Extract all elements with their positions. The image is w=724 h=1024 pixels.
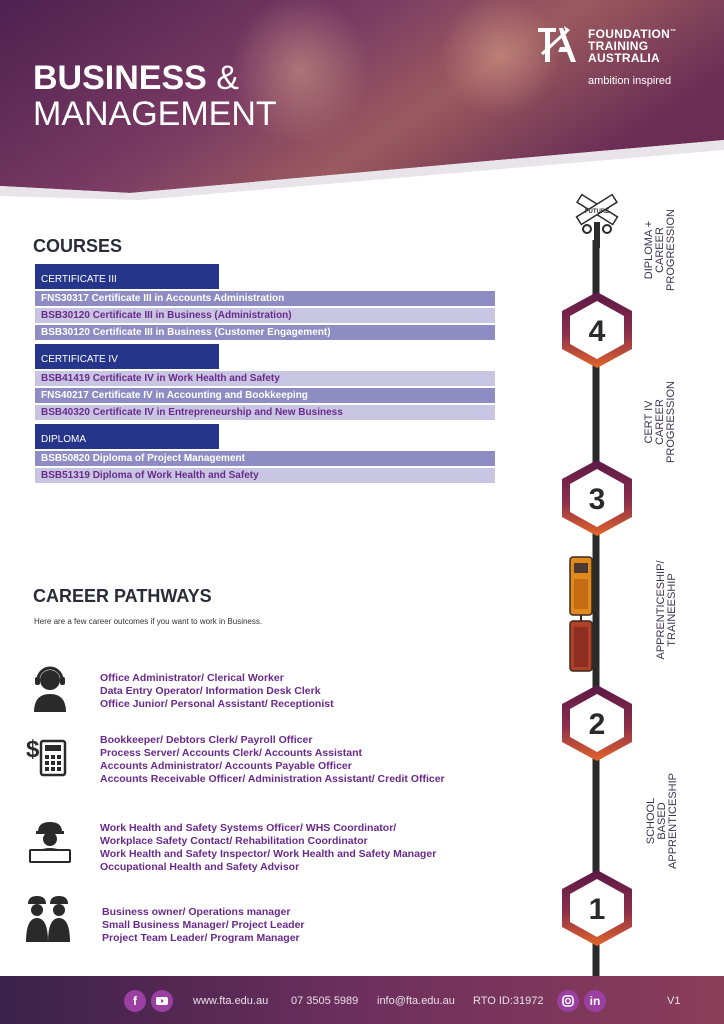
career-group-admin: [100, 672, 334, 711]
stage-4-badge: [558, 290, 636, 370]
fta-logo: [536, 22, 696, 92]
course-item: FNS40217 Certificate IV in Accounting and Bookkeeping: [35, 388, 495, 403]
career-group-management: [102, 906, 305, 945]
stage-2-label: APPRENTICESHIP/ TRAINEESHIP: [655, 560, 678, 660]
courses-heading: COURSES: [33, 236, 123, 256]
stage-3-badge: [558, 458, 636, 538]
career-line: Project Team Leader/ Program Manager: [102, 932, 300, 944]
career-pathways-intro: Here are a few career outcomes if you want to work in Business.: [34, 617, 263, 626]
course-item: BSB30120 Certificate III in Business (Administration): [35, 308, 495, 323]
course-category-diploma: DIPLOMA: [35, 424, 219, 449]
course-item: BSB40320 Certificate IV in Entrepreneurship and New Business: [35, 405, 495, 420]
career-line: Occupational Health and Safety Advisor: [100, 861, 300, 873]
career-group-whs: [100, 822, 436, 874]
receptionist-icon: [30, 666, 70, 714]
crossing-sign-text: FUTURE: [584, 209, 610, 215]
career-line: Process Server/ Accounts Clerk/ Accounts Assistant: [100, 747, 363, 759]
career-line: Office Junior/ Personal Assistant/ Receptionist: [100, 698, 334, 710]
career-pathways-heading: CAREER PATHWAYS: [33, 586, 212, 606]
career-line: Accounts Administrator/ Accounts Payable Officer: [100, 760, 352, 772]
course-category-cert4: CERTIFICATE IV: [35, 344, 219, 369]
railway-crossing-icon: [574, 192, 620, 248]
career-line: Business owner/ Operations manager: [102, 906, 291, 918]
safety-worker-icon: [28, 818, 72, 866]
stage-1-label: SCHOOL BASED APPRENTICESHIP: [645, 773, 679, 869]
stage-2-badge: [558, 683, 636, 763]
stage-number: 3: [588, 483, 606, 516]
website-link[interactable]: www.fta.edu.au: [193, 995, 269, 1007]
train-icon: [564, 555, 598, 675]
stage-4-label: DIPLOMA + CAREER PROGRESSION: [643, 209, 677, 291]
page-title-line2: MANAGEMENT: [33, 95, 277, 133]
career-line: Accounts Receivable Officer/ Administration Assistant/ Credit Officer: [100, 773, 445, 785]
rto-id: RTO ID:31972: [473, 995, 544, 1007]
stage-number: 4: [588, 315, 606, 348]
stage-1-badge: [558, 868, 636, 948]
svg-text:$: $: [26, 736, 40, 763]
linkedin-icon[interactable]: in: [584, 990, 606, 1012]
career-line: Work Health and Safety Systems Officer/ WHS Coordinator/: [100, 822, 397, 834]
course-item: BSB50820 Diploma of Project Management: [35, 451, 495, 466]
team-leaders-icon: [26, 894, 70, 944]
career-line: Data Entry Operator/ Information Desk Clerk: [100, 685, 321, 697]
fta-logo-name: FOUNDATION™ TRAINING AUSTRALIA: [588, 27, 677, 65]
career-line: Office Administrator/ Clerical Worker: [100, 672, 284, 684]
calculator-dollar-icon: [26, 733, 68, 777]
career-group-accounts: [100, 734, 445, 786]
fta-logo-mark-icon: [536, 24, 582, 64]
course-category-cert3: CERTIFICATE III: [35, 264, 219, 289]
course-item: BSB51319 Diploma of Work Health and Safety: [35, 468, 495, 483]
fta-tagline: ambition inspired: [588, 75, 672, 87]
career-line: Workplace Safety Contact/ Rehabilitation Coordinator: [100, 835, 368, 847]
instagram-icon[interactable]: [557, 990, 579, 1012]
course-item: BSB41419 Certificate IV in Work Health and Safety: [35, 371, 495, 386]
stage-3-label: CERT IV CAREER PROGRESSION: [643, 381, 677, 463]
youtube-icon[interactable]: [151, 990, 173, 1012]
course-item: FNS30317 Certificate III in Accounts Administration: [35, 291, 495, 306]
career-line: Small Business Manager/ Project Leader: [102, 919, 305, 931]
stage-number: 1: [588, 893, 606, 926]
career-line: Work Health and Safety Inspector/ Work Health and Safety Manager: [100, 848, 437, 860]
phone-number[interactable]: 07 3505 5989: [291, 995, 359, 1007]
email-link[interactable]: info@fta.edu.au: [377, 995, 455, 1007]
stage-number: 2: [588, 708, 606, 741]
facebook-icon[interactable]: f: [124, 990, 146, 1012]
career-line: Bookkeeper/ Debtors Clerk/ Payroll Officer: [100, 734, 313, 746]
version-label: V1: [667, 995, 681, 1007]
course-item: BSB30120 Certificate III in Business (Customer Engagement): [35, 325, 495, 340]
page-title: BUSINESS & MANAGEMENT: [33, 59, 277, 133]
footer: [0, 976, 724, 1024]
